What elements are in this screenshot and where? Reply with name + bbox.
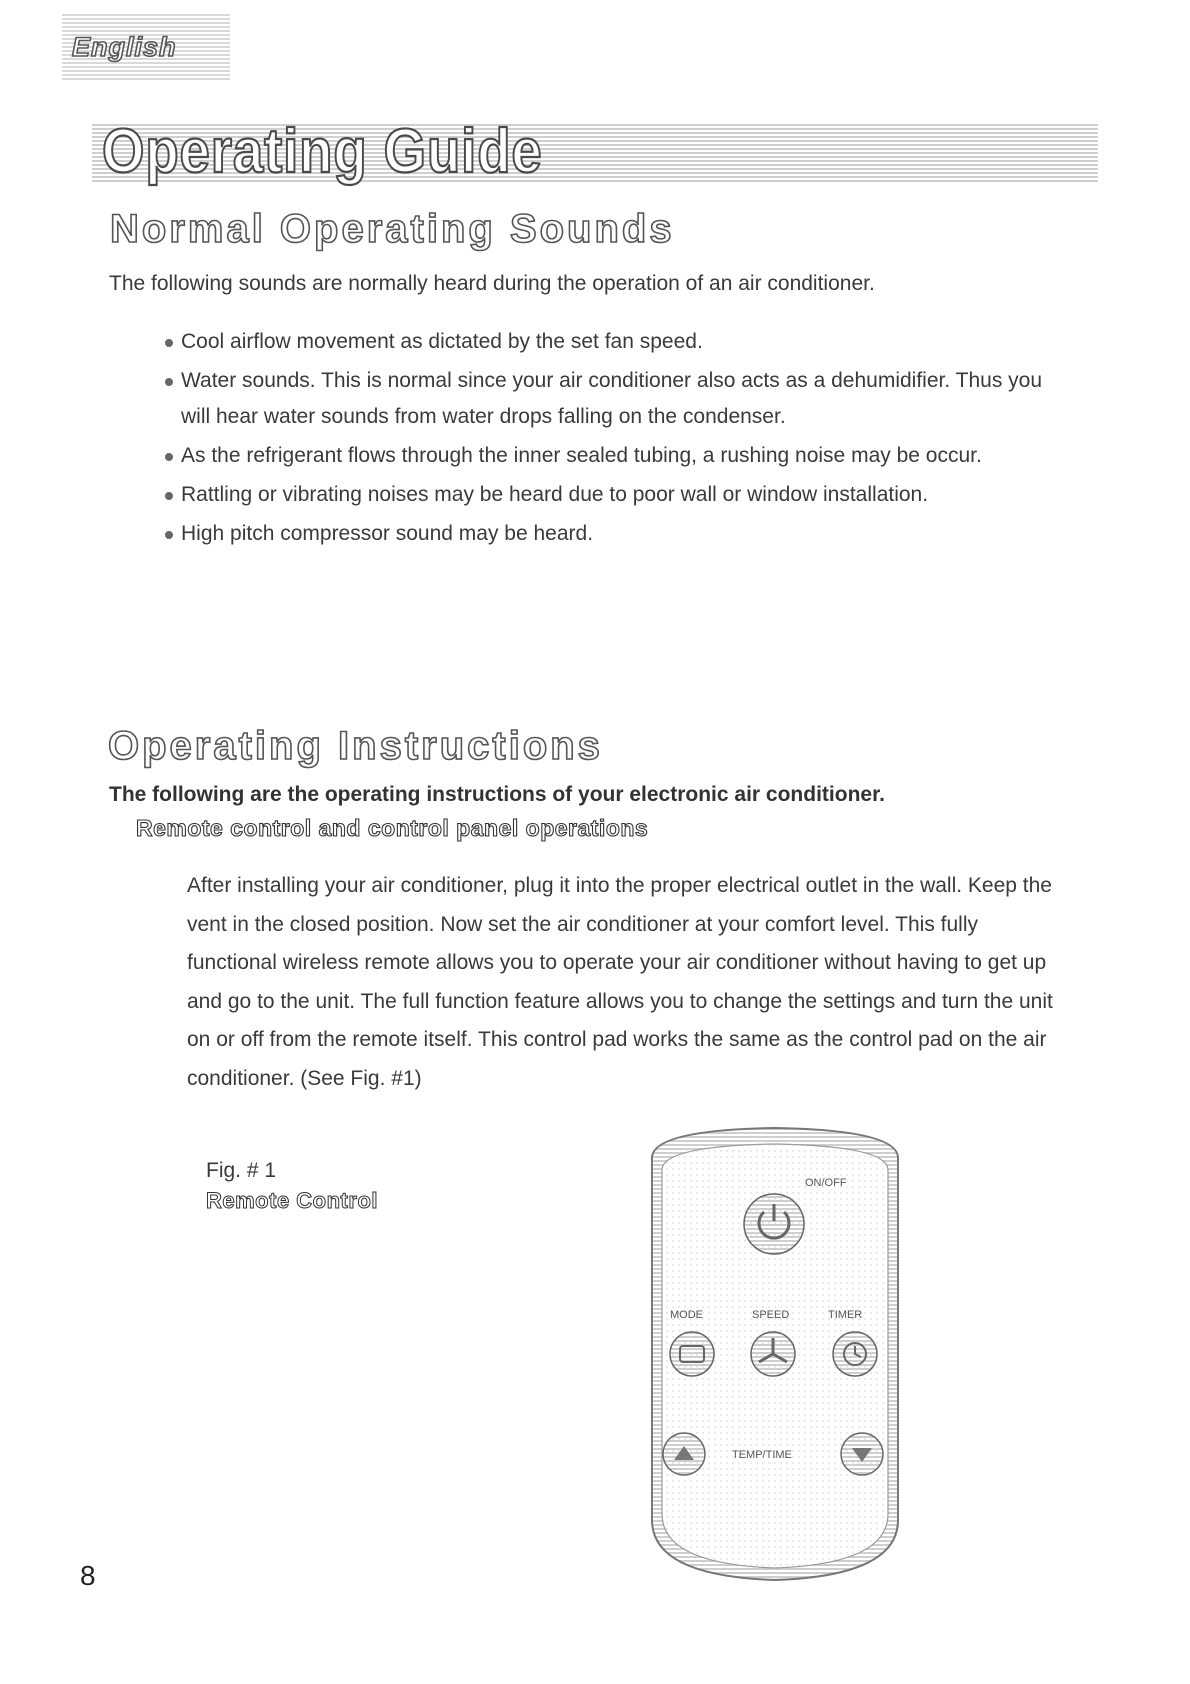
- timer-button[interactable]: [833, 1332, 877, 1376]
- on-off-label: ON/OFF: [805, 1177, 847, 1189]
- figure-caption: Remote Control: [206, 1188, 378, 1213]
- mode-label: MODE: [670, 1309, 703, 1321]
- language-label: English: [72, 31, 177, 62]
- figure-label: Fig. # 1: [206, 1159, 277, 1182]
- sounds-heading: Normal Operating Sounds: [110, 207, 675, 251]
- list-item: As the refrigerant flows through the inner sealed tubing, a rushing noise may be occur.: [165, 438, 1075, 474]
- page-number: 8: [80, 1560, 96, 1591]
- language-tab: [62, 14, 230, 80]
- page-title: Operating Guide: [102, 117, 543, 186]
- temp-time-label: TEMP/TIME: [732, 1449, 792, 1461]
- speed-label: SPEED: [752, 1309, 790, 1321]
- mode-button[interactable]: [670, 1332, 714, 1376]
- temp-up-button[interactable]: [663, 1433, 705, 1475]
- list-item: Cool airflow movement as dictated by the set fan speed.: [165, 324, 1075, 360]
- instructions-intro: The following are the operating instructions of your electronic air conditioner.: [109, 783, 885, 806]
- instructions-heading: Operating Instructions: [108, 724, 603, 768]
- list-item: Rattling or vibrating noises may be heard due to poor wall or window installation.: [165, 477, 1075, 513]
- power-button[interactable]: [744, 1194, 804, 1254]
- speed-button[interactable]: [751, 1332, 795, 1376]
- remote-control-figure: [640, 1124, 910, 1584]
- timer-label: TIMER: [828, 1309, 863, 1321]
- sounds-list: [165, 324, 1075, 555]
- remote-paragraph: After installing your air conditioner, plug it into the proper electrical outlet in the wall. Keep the vent in the closed position. Now set the air conditioner at your comfort level. This fully functional wireless remote allows you to operate your air conditioner without having to get up and go to the unit. The full function feature allows you to change the settings and turn the unit on or off from the remote itself. This control pad works the same as the control pad on the air conditioner. (See Fig. #1): [187, 874, 1053, 1090]
- title-bar: [92, 117, 1098, 186]
- sounds-intro: The following sounds are normally heard during the operation of an air conditioner.: [109, 272, 875, 295]
- temp-down-button[interactable]: [841, 1433, 883, 1475]
- list-item: Water sounds. This is normal since your air conditioner also acts as a dehumidifier. Thus you will hear water sounds from water drops falling on the condenser.: [165, 363, 1075, 435]
- list-item: High pitch compressor sound may be heard.: [165, 516, 1075, 552]
- remote-subheading: Remote control and control panel operations: [136, 815, 649, 841]
